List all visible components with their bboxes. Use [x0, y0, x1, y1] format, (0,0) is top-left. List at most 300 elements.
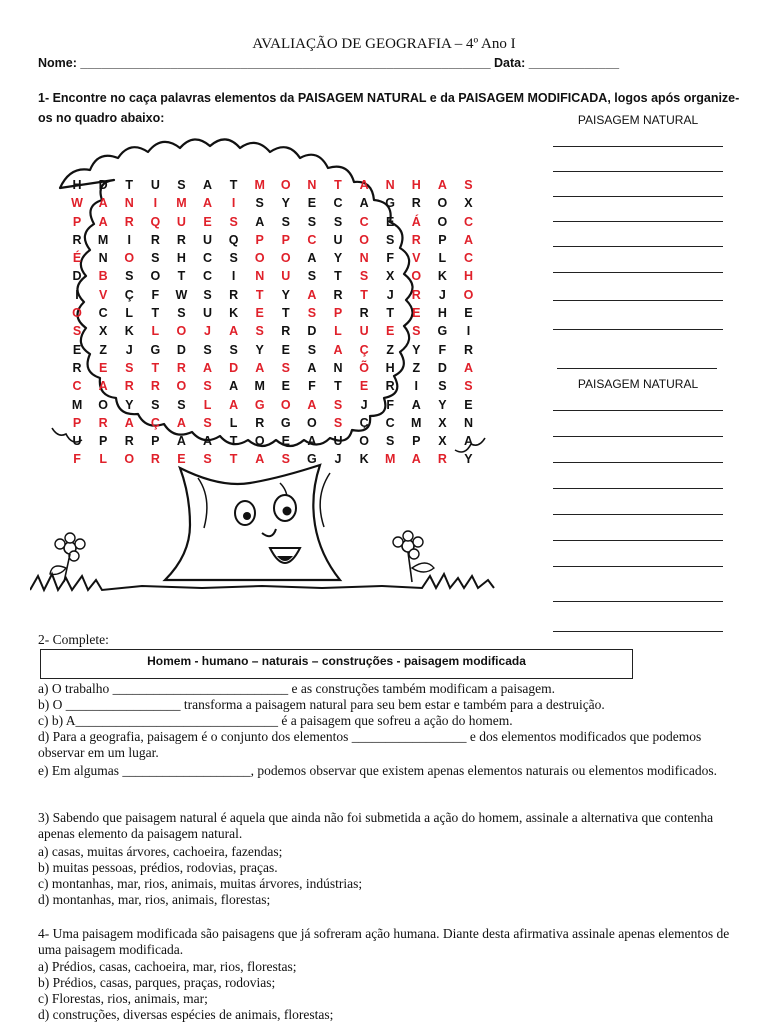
grid-row	[64, 343, 482, 361]
grid-letter[interactable]: R	[98, 415, 108, 430]
grid-row	[64, 196, 482, 214]
answer-line[interactable]	[553, 436, 723, 437]
grid-letter[interactable]: I	[414, 379, 418, 394]
grid-row	[64, 288, 482, 306]
q4-option-b[interactable]: b) Prédios, casas, parques, praças, rodovias;	[38, 975, 276, 990]
grid-letter[interactable]: D	[229, 360, 239, 375]
grid-letter[interactable]: V	[412, 251, 421, 266]
grid-letter[interactable]: S	[464, 379, 473, 394]
grid-letter[interactable]: R	[176, 360, 186, 375]
q2-item-a: a) O trabalho __________________________ e as construções também modificam a paisagem.	[38, 681, 556, 696]
grid-letter[interactable]: Y	[333, 251, 343, 266]
q2-item-e: e) Em algumas ___________________, podemos observar que existem apenas elementos naturais ou elementos modificados.	[38, 763, 717, 778]
grid-letter[interactable]: S	[203, 415, 212, 430]
answer-line[interactable]	[553, 300, 723, 301]
grid-letter[interactable]: J	[125, 342, 133, 357]
grid-letter[interactable]: E	[281, 379, 290, 394]
grid-letter[interactable]: H	[411, 178, 421, 192]
grid-letter[interactable]: U	[203, 232, 213, 247]
grid-letter[interactable]: R	[411, 287, 421, 302]
grid-letter[interactable]: A	[229, 397, 239, 412]
grid-letter[interactable]: O	[307, 415, 317, 430]
question-2-label: 2- Complete:	[38, 632, 109, 647]
grid-letter[interactable]: S	[386, 434, 395, 449]
grid-letter[interactable]: A	[229, 379, 239, 394]
grid-letter[interactable]: C	[359, 214, 369, 229]
grid-letter[interactable]: S	[281, 360, 290, 375]
name-date-line[interactable]: Nome: ___________________________________________________________ Data: _____________	[38, 56, 620, 70]
grid-letter[interactable]: R	[385, 379, 395, 394]
grid-letter[interactable]: E	[386, 214, 395, 229]
grid-letter[interactable]: Z	[386, 342, 394, 357]
grid-letter[interactable]: S	[125, 269, 134, 284]
grid-letter[interactable]: E	[464, 306, 473, 321]
grid-letter[interactable]: N	[255, 269, 265, 284]
grid-letter[interactable]: L	[125, 306, 134, 321]
grid-letter[interactable]: R	[463, 342, 473, 357]
answer-line[interactable]	[553, 462, 723, 463]
grid-letter[interactable]: O	[280, 397, 291, 412]
grid-letter[interactable]: S	[333, 397, 343, 412]
grid-letter[interactable]: R	[229, 287, 239, 302]
grid-letter[interactable]: C	[307, 232, 317, 247]
grid-letter[interactable]: A	[463, 232, 473, 247]
grid-letter[interactable]: I	[231, 196, 236, 211]
grid-letter[interactable]: Y	[281, 196, 290, 211]
grid-letter[interactable]: S	[203, 452, 212, 467]
grid-letter[interactable]: E	[72, 342, 82, 357]
grid-letter[interactable]: T	[334, 269, 342, 284]
grid-letter[interactable]: A	[307, 397, 317, 412]
grid-letter[interactable]: S	[229, 251, 238, 266]
grid-letter[interactable]: C	[385, 415, 395, 430]
grid-letter[interactable]: I	[153, 196, 158, 211]
grid-letter[interactable]: P	[151, 434, 160, 449]
grid-letter[interactable]: A	[229, 324, 239, 339]
grid-letter[interactable]: J	[360, 397, 368, 412]
q4-option-c[interactable]: c) Florestas, rios, animais, mar;	[38, 991, 208, 1006]
grid-letter[interactable]: U	[150, 178, 160, 192]
grid-letter[interactable]: O	[280, 251, 291, 266]
grid-letter[interactable]: J	[386, 287, 394, 302]
grid-letter[interactable]: S	[177, 397, 186, 412]
grid-letter[interactable]: R	[124, 379, 134, 394]
grid-letter[interactable]: A	[333, 342, 343, 357]
answer-line[interactable]	[553, 329, 723, 330]
grid-letter[interactable]: R	[411, 196, 421, 211]
grid-letter[interactable]: O	[359, 434, 369, 449]
grid-letter[interactable]: O	[150, 269, 161, 284]
grid-letter[interactable]: F	[151, 287, 160, 302]
grid-letter[interactable]: U	[359, 324, 369, 339]
grid-letter[interactable]: C	[333, 196, 343, 211]
grid-letter[interactable]: E	[98, 360, 108, 375]
grid-letter[interactable]: A	[176, 415, 186, 430]
grid-letter[interactable]: A	[98, 196, 108, 211]
grid-letter[interactable]: I	[127, 232, 131, 247]
grid-letter[interactable]: E	[386, 324, 395, 339]
grid-letter[interactable]: J	[334, 452, 342, 467]
grid-letter[interactable]: N	[463, 415, 473, 430]
page-title: AVALIAÇÃO DE GEOGRAFIA – 4º Ano I	[252, 36, 516, 52]
q3-option-b[interactable]: b) muitas pessoas, prédios, rodovias, praças.	[38, 860, 278, 875]
grid-letter[interactable]: S	[412, 324, 421, 339]
grid-letter[interactable]: S	[255, 324, 264, 339]
grid-letter[interactable]: S	[307, 306, 317, 321]
grid-letter[interactable]: T	[386, 306, 394, 321]
grid-letter[interactable]: F	[308, 379, 316, 394]
grid-letter[interactable]: S	[151, 397, 160, 412]
answer-line[interactable]	[553, 246, 723, 247]
grid-letter[interactable]: R	[72, 360, 82, 375]
grid-letter[interactable]: A	[463, 434, 473, 449]
grid-letter[interactable]: G	[254, 397, 265, 412]
grid-letter[interactable]: E	[464, 397, 473, 412]
grid-letter[interactable]: A	[463, 360, 473, 375]
grid-letter[interactable]: T	[229, 452, 238, 467]
grid-letter[interactable]: U	[72, 434, 82, 449]
grid-letter[interactable]: J	[204, 324, 211, 339]
question-1-text: 1- Encontre no caça palavras elementos da PAISAGEM NATURAL e da PAISAGEM MODIFICADA, logos após organize-os no quadro abaixo:	[38, 91, 740, 125]
grid-letter[interactable]: T	[151, 306, 160, 321]
grid-letter[interactable]: A	[307, 434, 317, 449]
question-4-text: 4- Uma paisagem modificada são paisagens que já sofreram ação humana. Diante desta afirmativa assinale apenas elementos de uma paisagem modificada.	[38, 926, 730, 957]
grid-letter[interactable]: Õ	[359, 360, 369, 375]
grid-letter[interactable]: R	[255, 415, 265, 430]
grid-letter[interactable]: R	[124, 214, 134, 229]
grid-letter[interactable]: A	[98, 379, 108, 394]
grid-letter[interactable]: H	[176, 251, 186, 266]
answer-line[interactable]	[553, 146, 723, 147]
grid-letter[interactable]: P	[281, 232, 290, 247]
grid-letter[interactable]: N	[333, 360, 343, 375]
grid-letter[interactable]: E	[281, 434, 290, 449]
grid-letter[interactable]: D	[176, 342, 186, 357]
grid-letter[interactable]: G	[437, 324, 448, 339]
column-title-natural: PAISAGEM NATURAL	[577, 113, 699, 127]
grid-letter[interactable]: Á	[411, 214, 421, 229]
grid-letter[interactable]: Q	[228, 232, 239, 247]
grid-letter[interactable]: P	[438, 232, 447, 247]
grid-letter[interactable]: O	[254, 434, 265, 449]
q3-option-d[interactable]: d) montanhas, mar, rios, animais, florestas;	[38, 892, 271, 907]
grid-letter[interactable]: Y	[412, 342, 421, 357]
answer-line[interactable]	[553, 601, 723, 602]
grid-letter[interactable]: H	[463, 269, 473, 284]
grid-letter[interactable]: O	[254, 251, 265, 266]
grid-letter[interactable]: S	[464, 178, 473, 192]
grid-row	[64, 361, 482, 379]
grid-letter[interactable]: A	[359, 178, 369, 192]
grid-letter[interactable]: T	[177, 269, 186, 284]
grid-letter[interactable]: Ç	[359, 415, 369, 430]
grid-letter[interactable]: C	[463, 251, 473, 266]
grid-letter[interactable]: S	[72, 324, 82, 339]
grid-letter[interactable]: M	[71, 397, 83, 412]
grid-letter[interactable]: F	[386, 251, 394, 266]
question-3-text: 3) Sabendo que paisagem natural é aquela que ainda não foi submetida a ação do homem, assinale a alternativa que contenha apenas elemento da paisagem natural.	[38, 810, 714, 841]
grid-letter[interactable]: H	[437, 306, 447, 321]
grid-letter[interactable]: A	[255, 452, 265, 467]
answer-line[interactable]	[553, 488, 723, 489]
grid-letter[interactable]: A	[437, 178, 447, 192]
grid-letter[interactable]: L	[438, 251, 447, 266]
grid-letter[interactable]: S	[359, 269, 369, 284]
grid-letter[interactable]: G	[280, 415, 291, 430]
grid-letter[interactable]: K	[124, 324, 134, 339]
grid-letter[interactable]: S	[281, 452, 290, 467]
grid-letter[interactable]: S	[229, 342, 238, 357]
grid-row	[64, 398, 482, 416]
grid-letter[interactable]: O	[411, 269, 422, 284]
q3-option-c[interactable]: c) montanhas, mar, rios, animais, muitas árvores, indústrias;	[38, 876, 363, 891]
grid-letter[interactable]: Q	[150, 214, 161, 229]
grid-letter[interactable]: W	[175, 287, 188, 302]
grid-letter[interactable]: S	[438, 379, 447, 394]
grid-letter[interactable]: S	[177, 306, 186, 321]
grid-letter[interactable]: C	[203, 251, 213, 266]
grid-letter[interactable]: E	[203, 214, 212, 229]
grid-letter[interactable]: A	[98, 214, 108, 229]
grid-letter[interactable]: O	[359, 232, 369, 247]
grid-letter[interactable]: K	[437, 269, 447, 284]
grid-letter[interactable]: M	[384, 452, 396, 467]
grid-letter[interactable]: O	[176, 324, 187, 339]
grid-letter[interactable]: I	[75, 287, 79, 302]
grid-letter[interactable]: A	[203, 196, 213, 211]
grid-letter[interactable]: U	[333, 434, 343, 449]
grid-letter[interactable]: A	[359, 196, 369, 211]
grid-row	[64, 379, 482, 397]
grid-letter[interactable]: S	[281, 214, 290, 229]
grid-letter[interactable]: X	[464, 196, 473, 211]
grid-letter[interactable]: R	[150, 452, 160, 467]
grid-letter[interactable]: O	[176, 379, 187, 394]
grid-letter[interactable]: N	[98, 251, 108, 266]
grid-letter[interactable]: L	[151, 324, 160, 339]
grid-letter[interactable]: S	[307, 269, 317, 284]
grid-letter[interactable]: G	[385, 196, 396, 211]
grid-letter[interactable]: R	[176, 232, 186, 247]
grid-letter[interactable]: R	[72, 232, 82, 247]
answer-line[interactable]	[553, 171, 723, 172]
grid-letter[interactable]: X	[438, 434, 447, 449]
grid-letter[interactable]: C	[72, 379, 82, 394]
grid-letter[interactable]: G	[307, 452, 317, 467]
grid-letter[interactable]: L	[229, 415, 238, 430]
grid-letter[interactable]: F	[73, 452, 81, 467]
answer-line[interactable]	[553, 196, 723, 197]
grid-letter[interactable]: O	[280, 178, 291, 192]
grid-letter[interactable]: P	[72, 214, 82, 229]
grid-letter[interactable]: S	[125, 360, 134, 375]
grid-letter[interactable]: H	[72, 178, 82, 192]
grid-letter[interactable]: A	[203, 434, 213, 449]
grid-letter[interactable]: O	[437, 196, 448, 211]
grid-letter[interactable]: S	[177, 178, 186, 192]
word-bank-box	[40, 649, 633, 679]
grid-letter[interactable]: Ç	[359, 342, 369, 357]
grid-letter[interactable]: S	[386, 232, 395, 247]
grid-letter[interactable]: R	[150, 232, 160, 247]
grid-letter[interactable]: T	[360, 287, 368, 302]
grid-letter[interactable]: U	[176, 214, 186, 229]
grid-letter[interactable]: R	[359, 306, 369, 321]
grid-letter[interactable]: Y	[125, 397, 134, 412]
grid-letter[interactable]: I	[466, 324, 471, 339]
grid-letter[interactable]: P	[72, 415, 82, 430]
grid-letter[interactable]: Y	[438, 397, 447, 412]
grid-letter[interactable]: M	[254, 379, 265, 394]
grid-letter[interactable]: E	[359, 379, 369, 394]
grid-letter[interactable]: A	[307, 287, 317, 302]
grid-letter[interactable]: X	[386, 269, 395, 284]
grid-letter[interactable]: Y	[281, 287, 290, 302]
grid-letter[interactable]: S	[151, 251, 160, 266]
grid-letter[interactable]: U	[333, 232, 343, 247]
answer-line[interactable]	[553, 514, 723, 515]
grid-letter[interactable]: M	[176, 196, 187, 211]
grid-letter[interactable]: P	[333, 306, 343, 321]
grid-letter[interactable]: R	[411, 232, 421, 247]
grid-row	[64, 269, 482, 287]
grid-letter[interactable]: A	[255, 360, 265, 375]
grid-letter[interactable]: D	[98, 178, 108, 192]
grid-letter[interactable]: N	[307, 178, 317, 192]
grid-letter[interactable]: A	[124, 415, 134, 430]
grid-letter[interactable]: Ç	[150, 415, 160, 430]
grid-letter[interactable]: H	[385, 360, 395, 375]
grid-letter[interactable]: R	[333, 287, 343, 302]
grid-letter[interactable]: T	[125, 178, 134, 192]
grid-letter[interactable]: O	[72, 306, 82, 321]
grid-letter[interactable]: E	[412, 306, 421, 321]
grid-letter[interactable]: K	[359, 452, 369, 467]
grid-letter[interactable]: T	[281, 306, 290, 321]
grid-letter[interactable]: C	[203, 269, 213, 284]
grid-letter[interactable]: I	[231, 269, 236, 284]
grid-letter[interactable]: E	[255, 306, 264, 321]
grid-letter[interactable]: F	[386, 397, 394, 412]
grid-letter[interactable]: K	[229, 306, 239, 321]
grid-letter[interactable]: M	[254, 178, 265, 192]
grid-letter[interactable]: T	[334, 379, 342, 394]
grid-letter[interactable]: A	[255, 214, 265, 229]
grid-letter[interactable]: U	[203, 306, 213, 321]
word-bank-text: Homem - humano – naturais – construções - paisagem modificada	[147, 654, 526, 668]
grid-letter[interactable]: S	[333, 415, 343, 430]
grid-letter[interactable]: P	[412, 434, 421, 449]
grid-letter[interactable]: M	[97, 232, 109, 247]
grid-letter[interactable]: O	[463, 287, 474, 302]
grid-letter[interactable]: J	[438, 287, 446, 302]
grid-letter[interactable]: A	[176, 434, 186, 449]
grid-letter[interactable]: O	[437, 214, 448, 229]
grid-letter[interactable]: L	[203, 397, 212, 412]
grid-letter[interactable]: D	[437, 360, 447, 375]
grid-letter[interactable]: O	[124, 251, 135, 266]
grid-letter[interactable]: S	[203, 287, 212, 302]
grid-letter[interactable]: X	[98, 324, 108, 339]
grid-letter[interactable]: S	[203, 342, 212, 357]
grid-letter[interactable]: Z	[99, 342, 107, 357]
grid-letter[interactable]: B	[98, 269, 108, 284]
grid-letter[interactable]: S	[307, 342, 317, 357]
grid-letter[interactable]: A	[411, 397, 421, 412]
grid-letter[interactable]: D	[72, 269, 82, 284]
answer-line[interactable]	[553, 410, 723, 411]
grid-letter[interactable]: P	[255, 232, 264, 247]
grid-letter[interactable]: R	[124, 434, 134, 449]
grid-letter[interactable]: L	[334, 324, 342, 339]
grid-letter[interactable]: U	[281, 269, 291, 284]
grid-letter[interactable]: A	[307, 251, 317, 266]
grid-letter[interactable]: S	[333, 214, 343, 229]
q4-option-d[interactable]: d) construções, diversas espécies de animais, florestas;	[38, 1007, 334, 1022]
q4-option-a[interactable]: a) Prédios, casas, cachoeira, mar, rios, florestas;	[38, 959, 297, 974]
grid-letter[interactable]: P	[98, 434, 108, 449]
q3-option-a[interactable]: a) casas, muitas árvores, cachoeira, fazendas;	[38, 844, 283, 859]
answer-line[interactable]	[553, 566, 723, 567]
grid-letter[interactable]: V	[98, 287, 108, 302]
grid-letter[interactable]: Ç	[124, 287, 134, 302]
grid-letter[interactable]: N	[124, 196, 134, 211]
answer-line[interactable]	[553, 272, 723, 273]
grid-letter[interactable]: A	[411, 452, 421, 467]
grid-letter[interactable]: T	[229, 178, 238, 192]
grid-letter[interactable]: N	[385, 178, 395, 192]
grid-letter[interactable]: S	[203, 379, 212, 394]
grid-letter[interactable]: O	[98, 397, 108, 412]
grid-letter[interactable]: Y	[464, 452, 473, 467]
grid-letter[interactable]: A	[307, 360, 317, 375]
grid-letter[interactable]: C	[463, 214, 473, 229]
grid-letter[interactable]: E	[177, 452, 186, 467]
grid-letter[interactable]: G	[150, 342, 161, 357]
grid-letter[interactable]: R	[437, 452, 447, 467]
grid-letter[interactable]: F	[438, 342, 447, 357]
grid-letter[interactable]: E	[307, 196, 317, 211]
answer-line[interactable]	[553, 221, 723, 222]
grid-letter[interactable]: X	[438, 415, 447, 430]
grid-letter[interactable]: T	[334, 178, 342, 192]
grid-letter[interactable]: Y	[255, 342, 264, 357]
grid-letter[interactable]: O	[124, 452, 135, 467]
grid-letter[interactable]: S	[229, 214, 238, 229]
grid-letter[interactable]: Z	[412, 360, 421, 375]
grid-letter[interactable]: É	[72, 251, 82, 266]
grid-letter[interactable]: T	[255, 287, 264, 302]
grid-letter[interactable]: A	[203, 360, 213, 375]
grid-letter[interactable]: R	[150, 379, 160, 394]
grid-letter[interactable]: S	[307, 214, 317, 229]
grid-letter[interactable]: A	[203, 178, 213, 192]
grid-letter[interactable]: T	[151, 360, 160, 375]
answer-line[interactable]	[557, 368, 717, 369]
grid-letter[interactable]: M	[411, 415, 422, 430]
grid-letter[interactable]: W	[71, 196, 83, 211]
grid-letter[interactable]: R	[281, 324, 291, 339]
grid-letter[interactable]: C	[98, 306, 108, 321]
grid-letter[interactable]: T	[229, 434, 238, 449]
grid-letter[interactable]: E	[281, 342, 290, 357]
grid-letter[interactable]: S	[255, 196, 264, 211]
grid-letter[interactable]: N	[359, 251, 369, 266]
grid-letter[interactable]: D	[307, 324, 317, 339]
answer-line[interactable]	[553, 631, 723, 632]
answer-line[interactable]	[553, 540, 723, 541]
grid-letter[interactable]: L	[99, 452, 107, 467]
